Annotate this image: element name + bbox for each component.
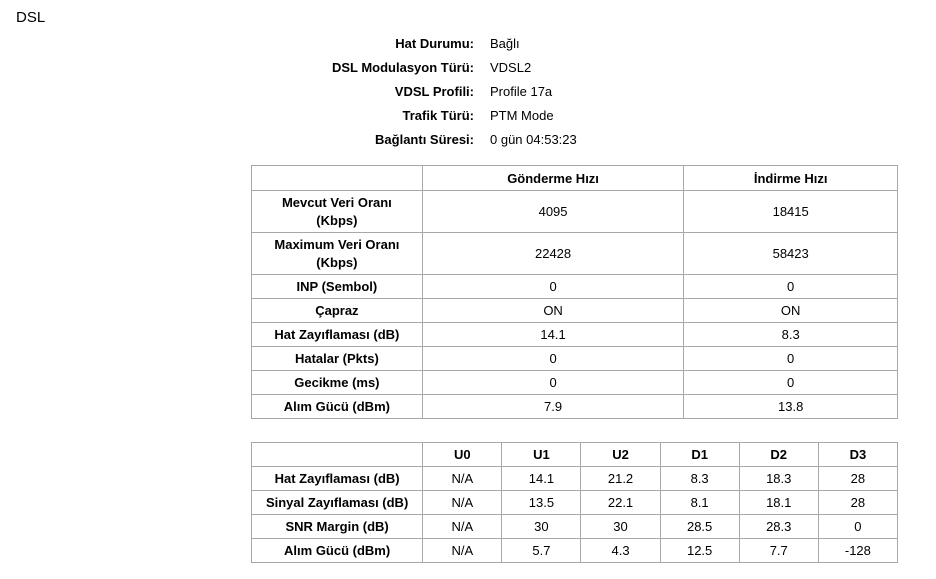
row-label: INP (Sembol) (252, 275, 423, 299)
row-label-unit: (Kbps) (316, 254, 358, 270)
band-value: 30 (581, 515, 660, 539)
column-header-u2: U2 (581, 443, 660, 467)
info-row-connection-time (252, 127, 577, 151)
band-value: N/A (423, 539, 502, 563)
band-value: 0 (818, 515, 897, 539)
downstream-value: 58423 (684, 233, 898, 275)
band-value: N/A (423, 491, 502, 515)
downstream-value: 0 (684, 275, 898, 299)
downstream-value: 18415 (684, 191, 898, 233)
column-header-u1: U1 (502, 443, 581, 467)
line-info-table (252, 31, 577, 151)
band-value: 28 (818, 467, 897, 491)
column-header-d2: D2 (739, 443, 818, 467)
table-row (252, 323, 898, 347)
info-value: VDSL2 (490, 59, 532, 75)
band-value: 18.1 (739, 491, 818, 515)
upstream-value: 22428 (422, 233, 684, 275)
band-value: 18.3 (739, 467, 818, 491)
table-row (252, 515, 898, 539)
row-label-unit: (Kbps) (316, 212, 358, 228)
column-header-downstream: İndirme Hızı (684, 166, 898, 191)
table-row (252, 467, 898, 491)
downstream-value: 13.8 (684, 395, 898, 419)
column-header-d3: D3 (818, 443, 897, 467)
row-label: Hat Zayıflaması (dB) (252, 467, 423, 491)
band-value: 22.1 (581, 491, 660, 515)
downstream-value: 0 (684, 371, 898, 395)
row-label: Alım Gücü (dBm) (252, 539, 423, 563)
band-value: 30 (502, 515, 581, 539)
column-header-d1: D1 (660, 443, 739, 467)
table-row (252, 191, 898, 233)
page-title: DSL (16, 9, 46, 26)
column-header-u0: U0 (423, 443, 502, 467)
column-header-upstream: Gönderme Hızı (422, 166, 684, 191)
column-header (252, 443, 423, 467)
info-value: Bağlı (490, 35, 520, 51)
band-value: N/A (423, 515, 502, 539)
row-label: Çapraz (252, 299, 423, 323)
info-value: PTM Mode (490, 107, 554, 123)
band-stats-table (251, 442, 898, 563)
table-header-row (252, 443, 898, 467)
downstream-value: 0 (684, 347, 898, 371)
info-value: Profile 17a (490, 83, 553, 99)
table-row (252, 539, 898, 563)
band-value: 13.5 (502, 491, 581, 515)
band-value: 4.3 (581, 539, 660, 563)
band-value: 28.5 (660, 515, 739, 539)
row-label: Alım Gücü (dBm) (252, 395, 423, 419)
row-label: SNR Margin (dB) (252, 515, 423, 539)
upstream-value: 4095 (422, 191, 684, 233)
row-label (252, 191, 423, 233)
upstream-value: 14.1 (422, 323, 684, 347)
band-value: 21.2 (581, 467, 660, 491)
band-value: 5.7 (502, 539, 581, 563)
info-row-traffic-type (252, 103, 577, 127)
downstream-value: 8.3 (684, 323, 898, 347)
info-row-vdsl-profile (252, 79, 577, 103)
band-value: 14.1 (502, 467, 581, 491)
info-label: Hat Durumu: (395, 35, 474, 51)
row-label: Gecikme (ms) (252, 371, 423, 395)
downstream-value: ON (684, 299, 898, 323)
band-value: 7.7 (739, 539, 818, 563)
band-value: 28.3 (739, 515, 818, 539)
info-label: DSL Modulasyon Türü: (331, 59, 474, 75)
band-value: -128 (818, 539, 897, 563)
rate-stats-table (251, 165, 898, 419)
table-row (252, 491, 898, 515)
row-label-line: Mevcut Veri Oranı (281, 194, 392, 210)
info-label: Trafik Türü: (402, 107, 474, 123)
table-header-row (252, 166, 898, 191)
upstream-value: 0 (422, 371, 684, 395)
band-value: 28 (818, 491, 897, 515)
table-row (252, 233, 898, 275)
band-value: N/A (423, 467, 502, 491)
upstream-value: 0 (422, 275, 684, 299)
info-label: Bağlantı Süresi: (375, 131, 474, 147)
row-label: Hat Zayıflaması (dB) (252, 323, 423, 347)
band-value: 8.1 (660, 491, 739, 515)
table-row (252, 371, 898, 395)
table-row (252, 395, 898, 419)
upstream-value: 0 (422, 347, 684, 371)
column-header (252, 166, 423, 191)
row-label (252, 233, 423, 275)
band-value: 12.5 (660, 539, 739, 563)
row-label: Hatalar (Pkts) (252, 347, 423, 371)
info-label: VDSL Profili: (394, 83, 474, 99)
info-value: 0 gün 04:53:23 (490, 131, 577, 147)
row-label: Sinyal Zayıflaması (dB) (252, 491, 423, 515)
upstream-value: ON (422, 299, 684, 323)
table-row (252, 275, 898, 299)
band-value: 8.3 (660, 467, 739, 491)
info-row-line-status (252, 31, 577, 55)
table-row (252, 347, 898, 371)
info-row-modulation (252, 55, 577, 79)
row-label-line: Maximum Veri Oranı (274, 236, 400, 252)
upstream-value: 7.9 (422, 395, 684, 419)
table-row (252, 299, 898, 323)
